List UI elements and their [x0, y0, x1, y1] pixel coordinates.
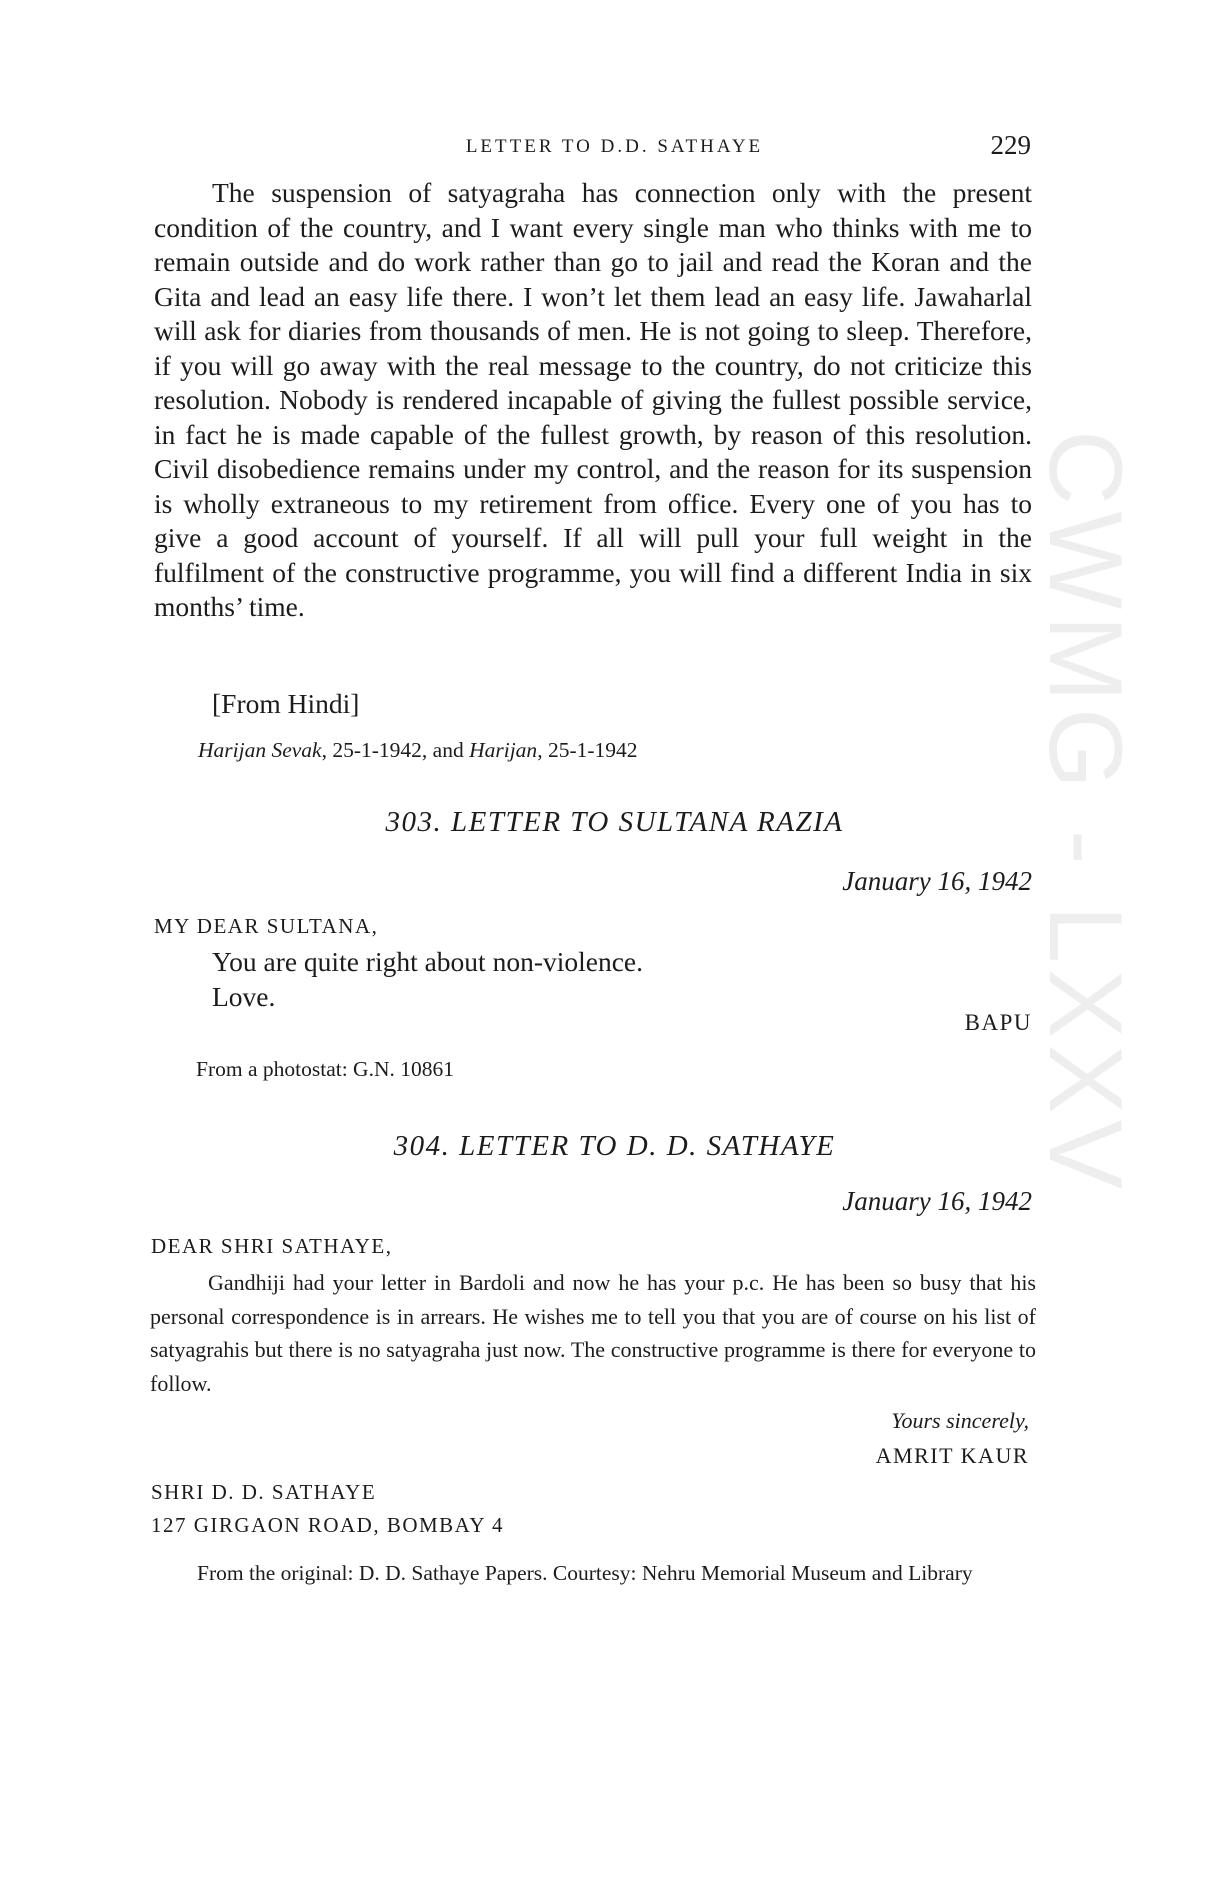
- letter-304-date: January 16, 1942: [842, 1186, 1032, 1216]
- speech-source: [198, 738, 638, 763]
- letter-304-address-line-2: 127 GIRGAON ROAD, BOMBAY 4: [151, 1513, 505, 1537]
- page-number: 229: [990, 130, 1031, 160]
- source-date-2: , 25-1-1942: [537, 738, 638, 762]
- source-publication-2: Harijan: [469, 738, 538, 762]
- running-head: LETTER TO D.D. SATHAYE: [465, 136, 764, 157]
- letter-303-line-2: Love.: [212, 981, 276, 1012]
- letter-303-source: From a photostat: G.N. 10861: [196, 1057, 454, 1081]
- letter-304-body: [150, 1266, 1036, 1400]
- speech-body: [154, 176, 1032, 625]
- letter-304-closing: Yours sincerely,: [891, 1408, 1029, 1433]
- source-publication-1: Harijan Sevak: [198, 738, 322, 762]
- letter-304-paragraph: Gandhiji had your letter in Bardoli and now he has your p.c. He has been so busy that his personal correspondence is in arrears. He wishes me to tell you that you are of course on his list of satyagrahis but there is no satyagraha just now. The constructive programme is there for everyone to follow.: [150, 1270, 1036, 1396]
- letter-304-heading: 304. LETTER TO D. D. SATHAYE: [393, 1130, 836, 1162]
- letter-303-date: January 16, 1942: [842, 866, 1032, 896]
- letter-304-signature: AMRIT KAUR: [875, 1443, 1029, 1468]
- letter-303-line-1: You are quite right about non-violence.: [212, 946, 644, 977]
- letter-303-salutation: MY DEAR SULTANA,: [154, 914, 379, 938]
- letter-304-address-line-1: SHRI D. D. SATHAYE: [151, 1480, 377, 1504]
- letter-304-source: From the original: D. D. Sathaye Papers. Courtesy: Nehru Memorial Museum and Library: [197, 1561, 973, 1585]
- watermark: CWMG - LXXV: [1027, 430, 1143, 1196]
- letter-303-heading: 303. LETTER TO SULTANA RAZIA: [385, 806, 844, 838]
- translation-note: [From Hindi]: [212, 688, 360, 719]
- source-date-1: , 25-1-1942, and: [321, 738, 470, 762]
- speech-paragraph: The suspension of satyagraha has connection only with the present condition of the country, and I want every single man who thinks with me to remain outside and do work rather than go to jail and read the Koran and the Gita and lead an easy life there. I won’t let them lead an easy life. Jawaharlal will ask for diaries from thousands of men. He is not going to sleep. Therefore, if you will go away with the real message to the country, do not criticize this resolution. Nobody is rendered incapable of giving the fullest possible service, in fact he is made capable of the fullest growth, by reason of this resolution. Civil disobedience remains under my control, and the reason for its suspension is wholly extraneous to my retirement from office. Every one of you has to give a good account of yourself. If all will pull your full weight in the fulfilment of the constructive programme, you will find a different India in six months’ time.: [154, 177, 1032, 622]
- letter-304-salutation: DEAR SHRI SATHAYE,: [151, 1234, 393, 1258]
- letter-303-signature: BAPU: [964, 1010, 1032, 1035]
